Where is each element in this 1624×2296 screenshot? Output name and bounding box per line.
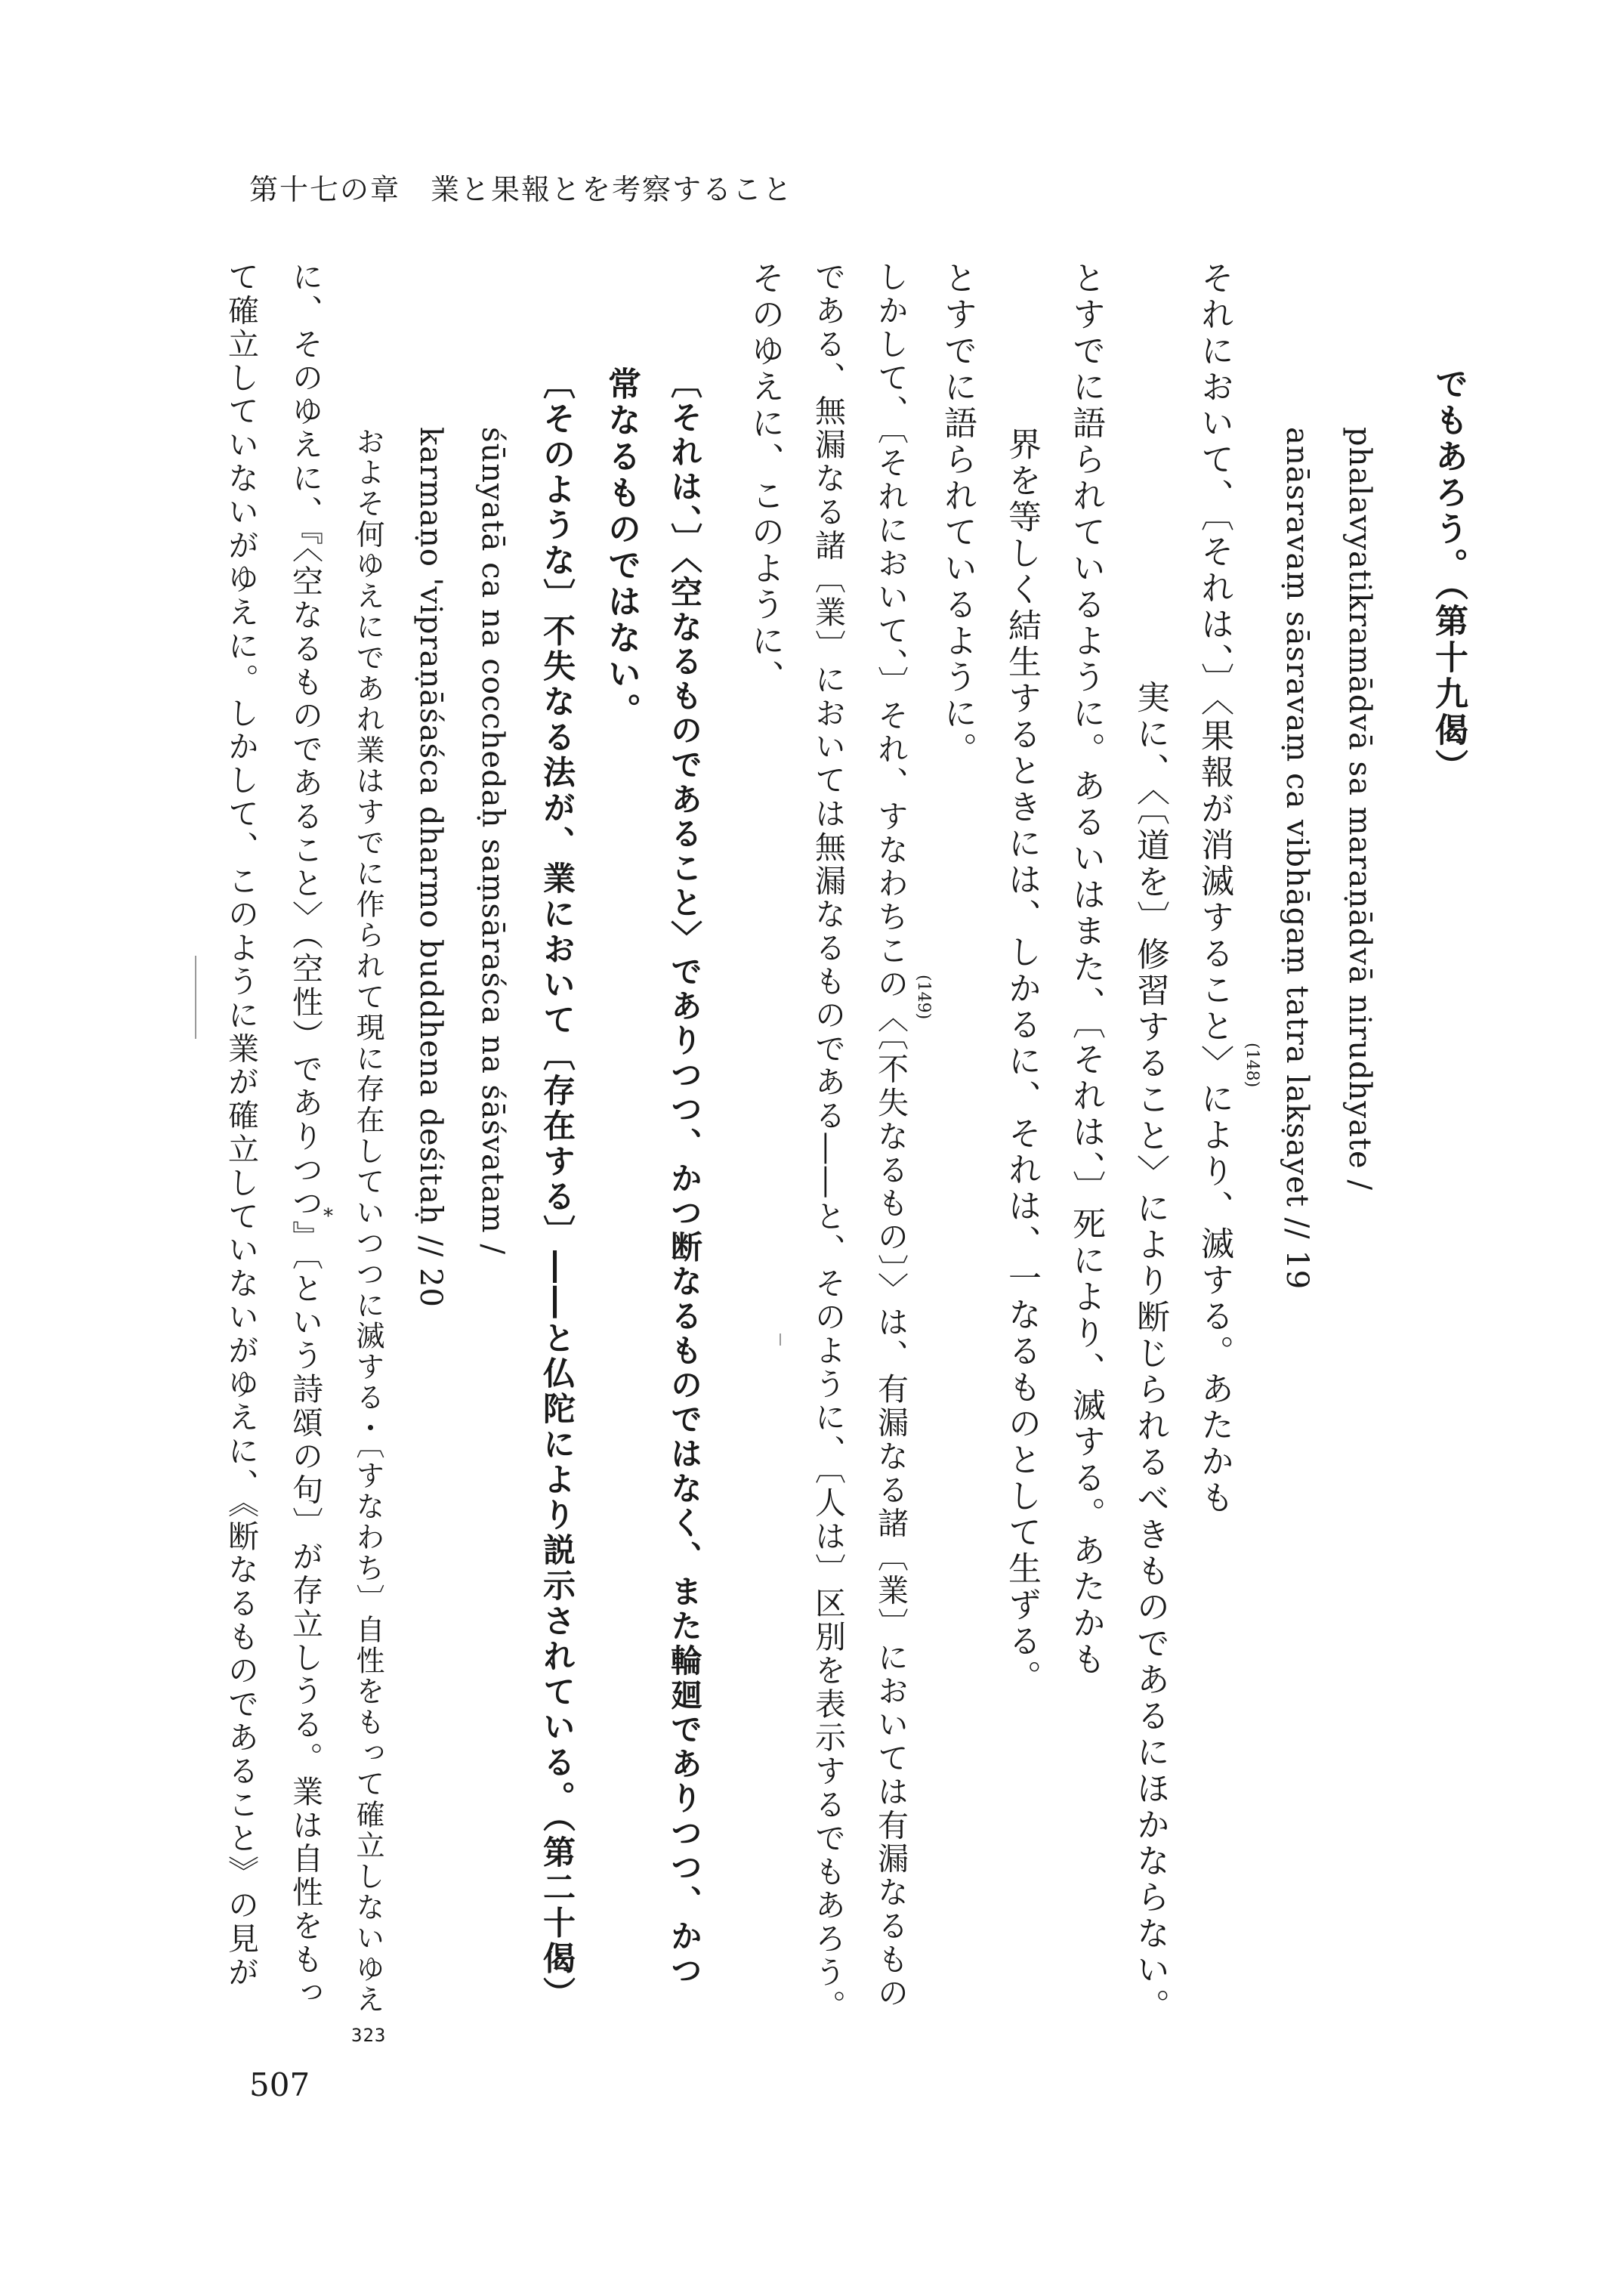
page-number: 507 [249, 2066, 310, 2103]
margin-page-marker: 323 [351, 2025, 387, 2046]
text-column: でもあろう。（第十九偈） [1429, 366, 1468, 785]
footnote-asterisk: * [323, 1205, 333, 1228]
sanskrit-verse-line: śūnyatā ca na cocchedaḥ saṃsāraśca na śāśvatam / [475, 427, 510, 1255]
tick-mark [780, 1333, 781, 1346]
sanskrit-verse-line: karmaṇo 'vipraṇāśaśca dharmo buddhena deśitaḥ // 20 [413, 427, 448, 1308]
footnote-ref-148: (148) [1243, 1043, 1261, 1088]
text-column: に、そのゆえに、『〈空なるものであること〉（空性）でありつつ』〔という詩頌の句〕が存立しうる。業は自性をもっ [287, 261, 323, 2010]
quoted-text-column: 実に、〈〔道を〕修習すること〉により断じられるべきものであるにほかならない。 [1131, 680, 1169, 2025]
text-column: それにおいて、〔それは、〕〈果報が消滅すること〉により、滅する。あたかも [1195, 261, 1233, 1516]
text-column: である、無漏なる諸〔業〕においては無漏なるものである――と、そのように、〔人は〕区別を表示するでもあろう。 [810, 261, 846, 2023]
text-column: とすでに語られているように。 [938, 261, 977, 768]
text-column: そのゆえに、このように、 [746, 261, 784, 696]
quoted-text-column: 界を等しく結生するときには、しかるに、それは、一なるものとして生ずる。 [1002, 427, 1041, 1696]
sanskrit-verse-line: phalavyatikramādvā sa maraṇādvā nirudhyate / [1342, 427, 1377, 1191]
verse-translation-line: 〔それは、〕〈空なるものであること〉でありつつ、かつ断なるものではなく、また輪廻でありつつ、かつ [666, 366, 703, 1989]
sanskrit-verse-line: anāsravaṃ sāsravaṃ ca vibhāgaṃ tatra lakṣayet // 19 [1280, 427, 1314, 1290]
verse-translation-line: 常なるものではない。 [602, 366, 641, 729]
footnote-ref-149: (149) [914, 975, 933, 1020]
text-column: しかして、〔それにおいて、〕それ、すなわちこの〈〔不失なるもの〕〉は、有漏なる諸〔業〕においては有漏なるもの [872, 261, 909, 2010]
text-column: とすでに語られているように。あるいはまた、〔それは、〕死により、滅する。あたかも [1067, 261, 1105, 1678]
running-header: 第十七の章 業と果報とを考察すること [249, 173, 794, 206]
margin-rule [195, 956, 196, 1039]
text-column: およそ何ゆえにであれ業はすでに作られて現に存在していつつに滅する・〔すなわち〕自性をもって確立しないゆえ [351, 427, 384, 2016]
verse-translation-line: 〔そのような〕不失なる法が、業において〔存在する〕――と仏陀により説示されている。（第二十偈） [538, 366, 576, 2013]
text-column: て確立していないがゆえに。しかして、このように業が確立していないがゆえに、《断なるものであること》の見が [223, 261, 259, 1990]
